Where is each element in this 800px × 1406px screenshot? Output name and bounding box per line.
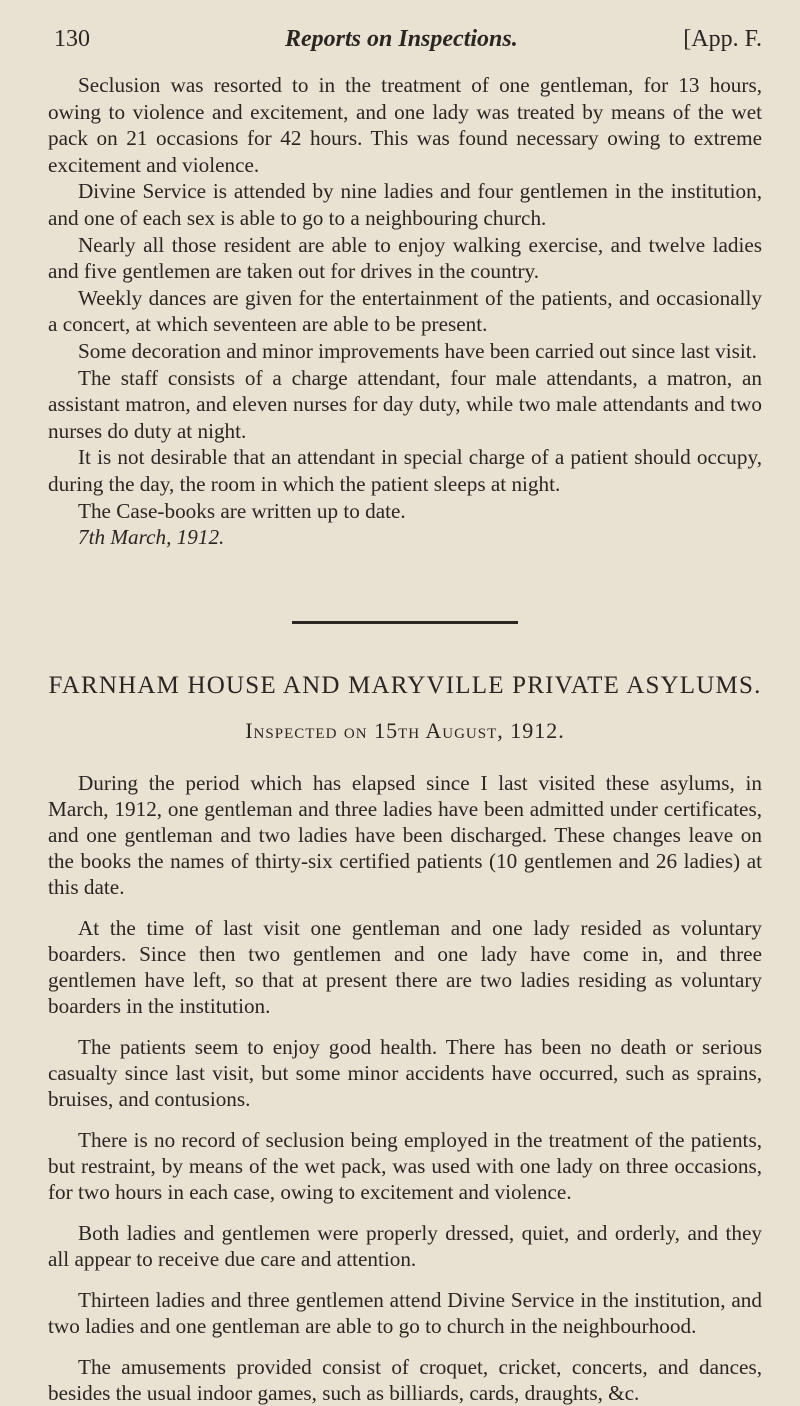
paragraph: The Case-books are written up to date. xyxy=(78,498,406,523)
section-title: FARNHAM HOUSE AND MARYVILLE PRIVATE ASYLUMS. xyxy=(48,671,762,699)
paragraph: Thirteen ladies and three gentlemen attend Divine Service in the institution, and two ladies and one gentleman are able to go to church in the neighbourhood. xyxy=(48,1287,762,1338)
paragraph: The staff consists of a charge attendant, four male attendants, a matron, an assistant matron, and eleven nurses for day duty, while two male attendants and two nurses do duty at night. xyxy=(48,365,762,443)
paragraph: There is no record of seclusion being employed in the treatment of the patients, but restraint, by means of the wet pack, was used with one lady on three occasions, for two hours in each case, owing to excitement and violence. xyxy=(48,1127,762,1204)
paragraph: Divine Service is attended by nine ladies and four gentlemen in the institution, and one of each sex is able to go to a neighbouring church. xyxy=(48,179,762,230)
paragraph: Some decoration and minor improvements have been carried out since last visit. xyxy=(78,338,757,363)
paragraph: The patients seem to enjoy good health. There has been no death or serious casualty since last visit, but some minor accidents have occurred, such as sprains, bruises, and contusions. xyxy=(48,1034,762,1111)
paragraph: It is not desirable that an attendant in special charge of a patient should occupy, during the day, the room in which the patient sleeps at night. xyxy=(48,445,762,496)
paragraph: Seclusion was resorted to in the treatment of one gentleman, for 13 hours, owing to violence and excitement, and one lady was treated by means of the wet pack on 21 occasions for 42 hours. This was found necessary owing to extreme excitement and violence. xyxy=(48,73,762,177)
paragraph: Weekly dances are given for the entertainment of the patients, and occasionally a concert, at which seventeen are able to be present. xyxy=(48,285,762,337)
paragraph: During the period which has elapsed since I last visited these asylums, in March, 1912, one gentleman and three ladies have been admitted under certificates, and one gentleman and two ladies have been discharged. These changes leave on the books the names of thirty-six certified patients (10 gentlemen and 26 ladies) at this date. xyxy=(48,770,762,899)
running-title: Reports on Inspections. xyxy=(285,26,518,52)
paragraph: At the time of last visit one gentleman and one lady resided as voluntary boarders. Since then two gentlemen and one lady have come in, and three gentlemen have left, so that at present there are two ladies residing as voluntary boarders in the institution. xyxy=(48,915,762,1018)
appendix-label: [App. F. xyxy=(683,26,762,52)
page-header xyxy=(48,10,762,50)
asylum-report-section xyxy=(48,770,762,1406)
paragraph: The amusements provided consist of croquet, cricket, concerts, and dances, besides the usual indoor games, such as billiards, cards, draughts, &c. xyxy=(48,1354,762,1405)
previous-report-section xyxy=(48,72,762,551)
section-divider xyxy=(292,621,518,624)
report-date: 7th March, 1912. xyxy=(78,525,225,550)
paragraph: Both ladies and gentlemen were properly dressed, quiet, and orderly, and they all appear to receive due care and attention. xyxy=(48,1220,762,1271)
page-number: 130 xyxy=(54,26,90,52)
inspection-date: Inspected on 15th August, 1912. xyxy=(245,717,565,743)
paragraph: Nearly all those resident are able to enjoy walking exercise, and twelve ladies and five gentlemen are taken out for drives in the country. xyxy=(48,232,762,284)
